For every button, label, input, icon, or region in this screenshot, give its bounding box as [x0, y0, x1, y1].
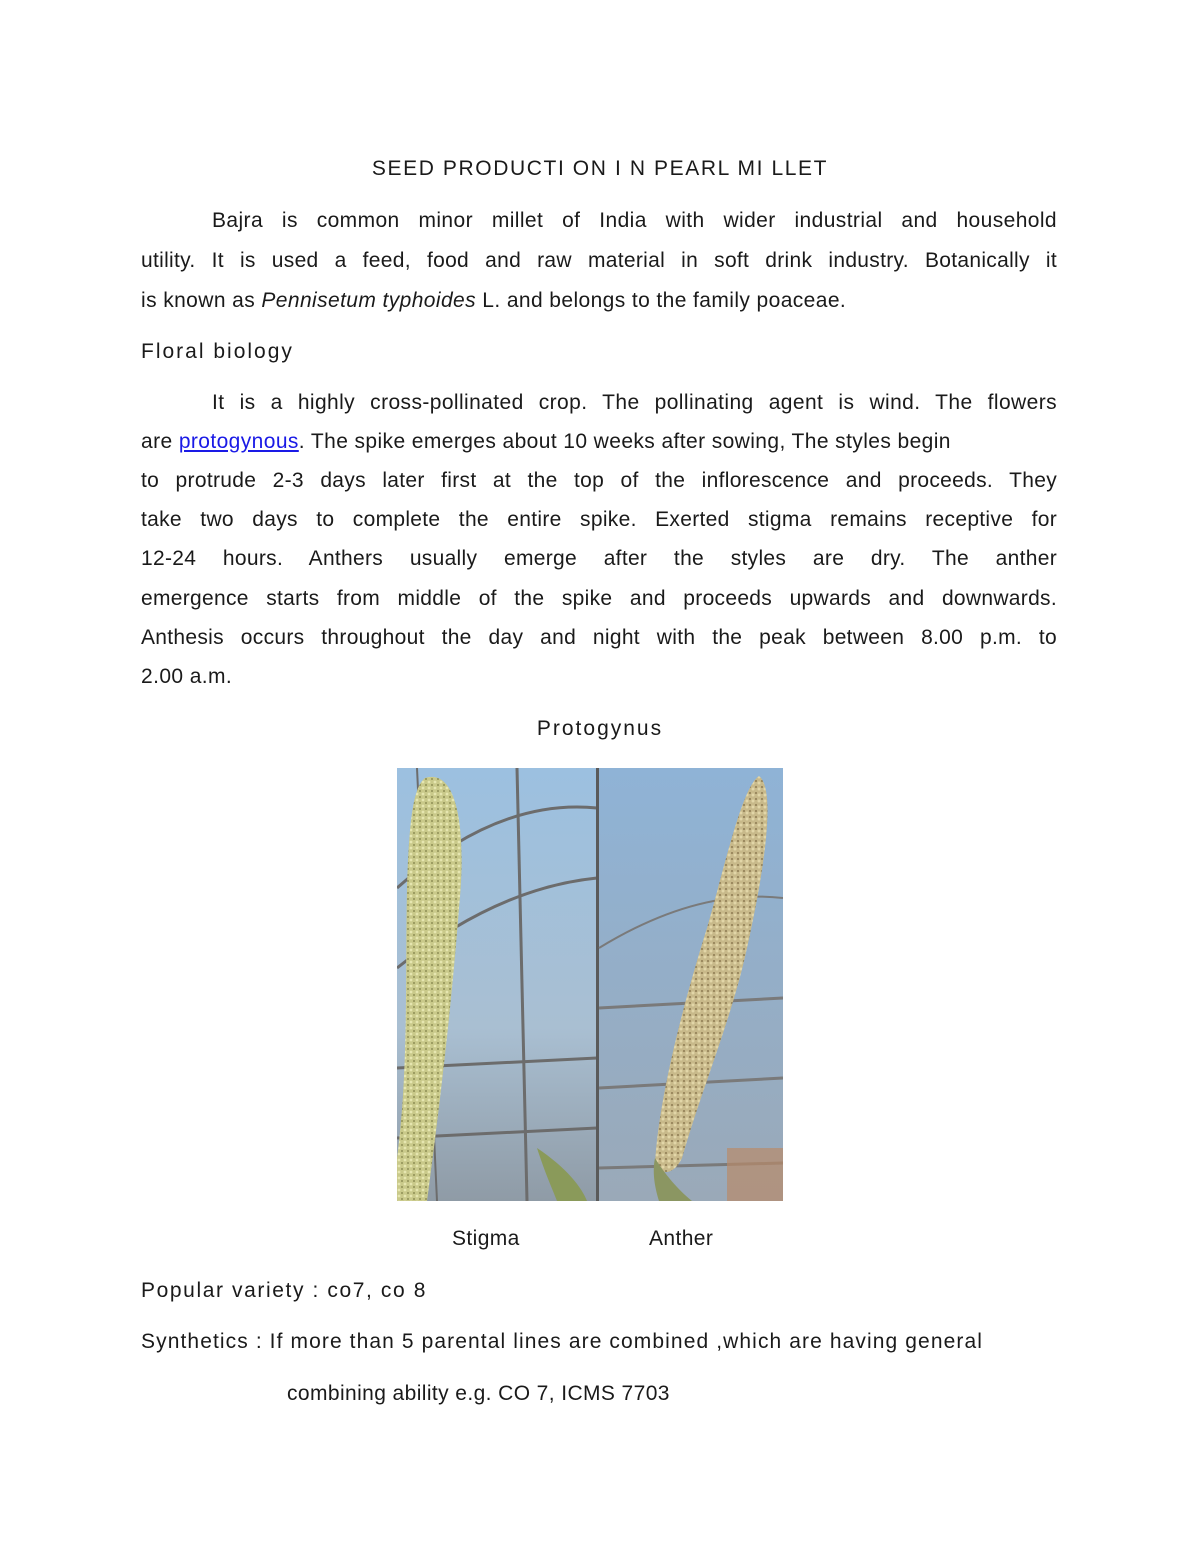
floral-line-4: take two days to complete the entire spike. Exerted stigma remains receptive for: [141, 508, 1057, 531]
floral-line-7: Anthesis occurs throughout the day and night with the peak between 8.00 p.m. to: [141, 626, 1057, 649]
pearl-millet-spike-photo: [397, 768, 783, 1201]
figure-caption: Protogynus: [536, 717, 664, 740]
floral-line-6: emergence starts from middle of the spike and proceeds upwards and downwards.: [141, 587, 1057, 610]
floral-line-2: [141, 429, 951, 455]
intro-line-3: [141, 288, 846, 314]
synthetics-line-1: Synthetics : If more than 5 parental lines are combined ,which are having general: [141, 1330, 984, 1353]
popular-variety: Popular variety : co7, co 8: [141, 1279, 427, 1302]
floral-biology-heading: Floral biology: [141, 340, 294, 363]
floral-line-1: It is a highly cross-pollinated crop. The pollinating agent is wind. The flowers: [212, 391, 1057, 414]
floral-line-3: to protrude 2-3 days later first at the top of the inflorescence and proceeds. They: [141, 469, 1057, 492]
document-title: SEED PRODUCTI ON I N PEARL MI LLET: [371, 157, 829, 180]
intro-line-3-before: is known as: [141, 289, 256, 312]
protogynous-link[interactable]: protogynous: [178, 430, 299, 453]
intro-line-1: Bajra is common minor millet of India with wider industrial and household: [212, 209, 1057, 232]
floral-line-5: 12-24 hours. Anthers usually emerge after the styles are dry. The anther: [141, 547, 1057, 570]
synthetics-line-2: combining ability e.g. CO 7, ICMS 7703: [287, 1382, 670, 1405]
intro-line-2: utility. It is used a feed, food and raw material in soft drink industry. Botanically it: [141, 249, 1057, 272]
anther-label: Anther: [649, 1227, 714, 1250]
stigma-label: Stigma: [452, 1227, 520, 1250]
floral-line-2-before: are: [141, 430, 173, 453]
species-name: Pennisetum typhoides: [261, 289, 477, 312]
floral-line-8: 2.00 a.m.: [141, 665, 233, 688]
floral-line-2-after: . The spike emerges about 10 weeks after sowing, The styles begin: [298, 430, 951, 453]
intro-line-3-after: L. and belongs to the family poaceae.: [482, 289, 847, 312]
